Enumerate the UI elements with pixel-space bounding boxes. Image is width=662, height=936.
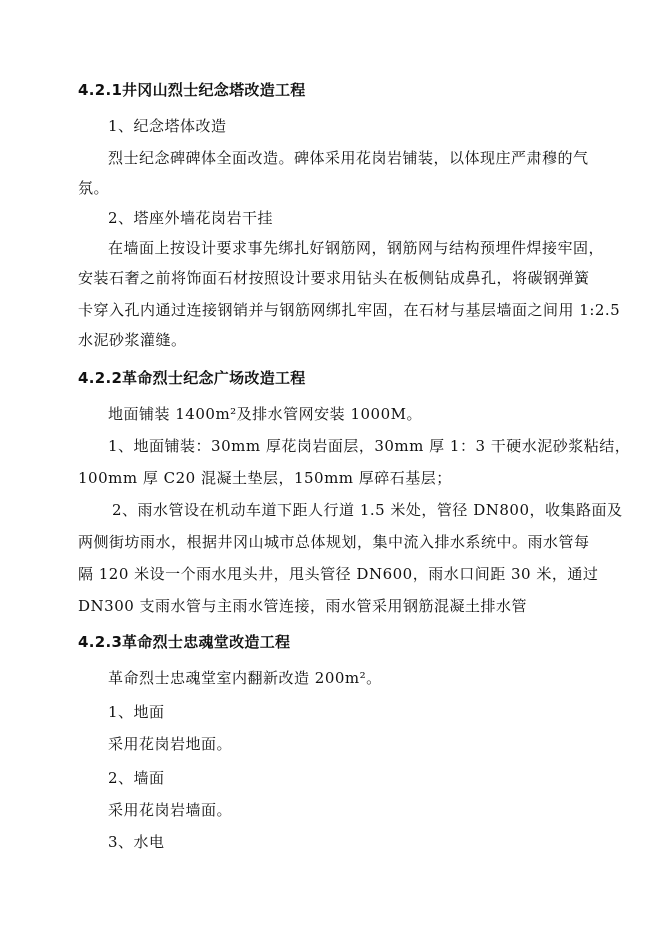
paragraph-line: 水泥砂浆灌缝。 [78,331,187,349]
paragraph-line: DN300 支雨水管与主雨水管连接，雨水管采用钢筋混凝土排水管 [78,597,528,615]
section-heading [78,80,306,100]
paragraph-line: 2、雨水管设在机动车道下距人行道 1.5 米处，管径 DN800，收集路面及 [112,501,623,519]
paragraph-line: 革命烈士忠魂堂室内翻新改造 200m²。 [108,669,382,687]
paragraph-line: 烈士纪念碑碑体全面改造。碑体采用花岗岩铺装，以体现庄严肃穆的气 [108,149,589,167]
paragraph-line: 隔 120 米设一个雨水甩头井，甩头管径 DN600，雨水口间距 30 米，通过 [78,565,599,583]
paragraph-line: 100mm 厚 C20 混凝土垫层，150mm 厚碎石基层； [78,469,452,487]
paragraph-line: 采用花岗岩墙面。 [108,801,233,819]
section-heading [78,632,290,652]
paragraph-line: 1、地面 [108,703,165,721]
section-number: 4.2.2 [78,369,123,387]
paragraph-line: 安装石奢之前将饰面石材按照设计要求用钻头在板侧钻成鼻孔，将碳钢弹簧 [78,269,590,287]
paragraph-line: 1、地面铺装：30mm 厚花岗岩面层，30mm 厚 1：3 干硬水泥砂浆粘结， [108,437,631,455]
paragraph-line: 卡穿入孔内通过连接钢销并与钢筋网绑扎牢固，在石材与基层墙面之间用 1:2.5 [78,301,621,319]
section-heading [78,368,306,388]
section-number: 4.2.1 [78,81,123,99]
paragraph-line: 2、塔座外墙花岗岩干挂 [108,209,274,227]
paragraph-line: 2、墙面 [108,769,165,787]
section-title: 井冈山烈士纪念塔改造工程 [122,81,306,99]
paragraph-line: 在墙面上按设计要求事先绑扎好钢筋网，钢筋网与结构预埋件焊接牢固， [108,239,605,257]
paragraph-line: 地面铺装 1400m²及排水管网安装 1000M。 [108,405,422,423]
paragraph-line: 采用花岗岩地面。 [108,735,233,753]
section-number: 4.2.3 [78,633,123,651]
section-title: 革命烈士忠魂堂改造工程 [122,633,291,651]
paragraph-line: 两侧街坊雨水，根据井冈山城市总体规划，集中流入排水系统中。雨水管每 [78,533,590,551]
paragraph-line: 1、纪念塔体改造 [108,117,227,135]
paragraph-line: 3、水电 [108,833,165,851]
paragraph-line: 氛。 [78,179,110,197]
section-title: 革命烈士纪念广场改造工程 [122,369,306,387]
